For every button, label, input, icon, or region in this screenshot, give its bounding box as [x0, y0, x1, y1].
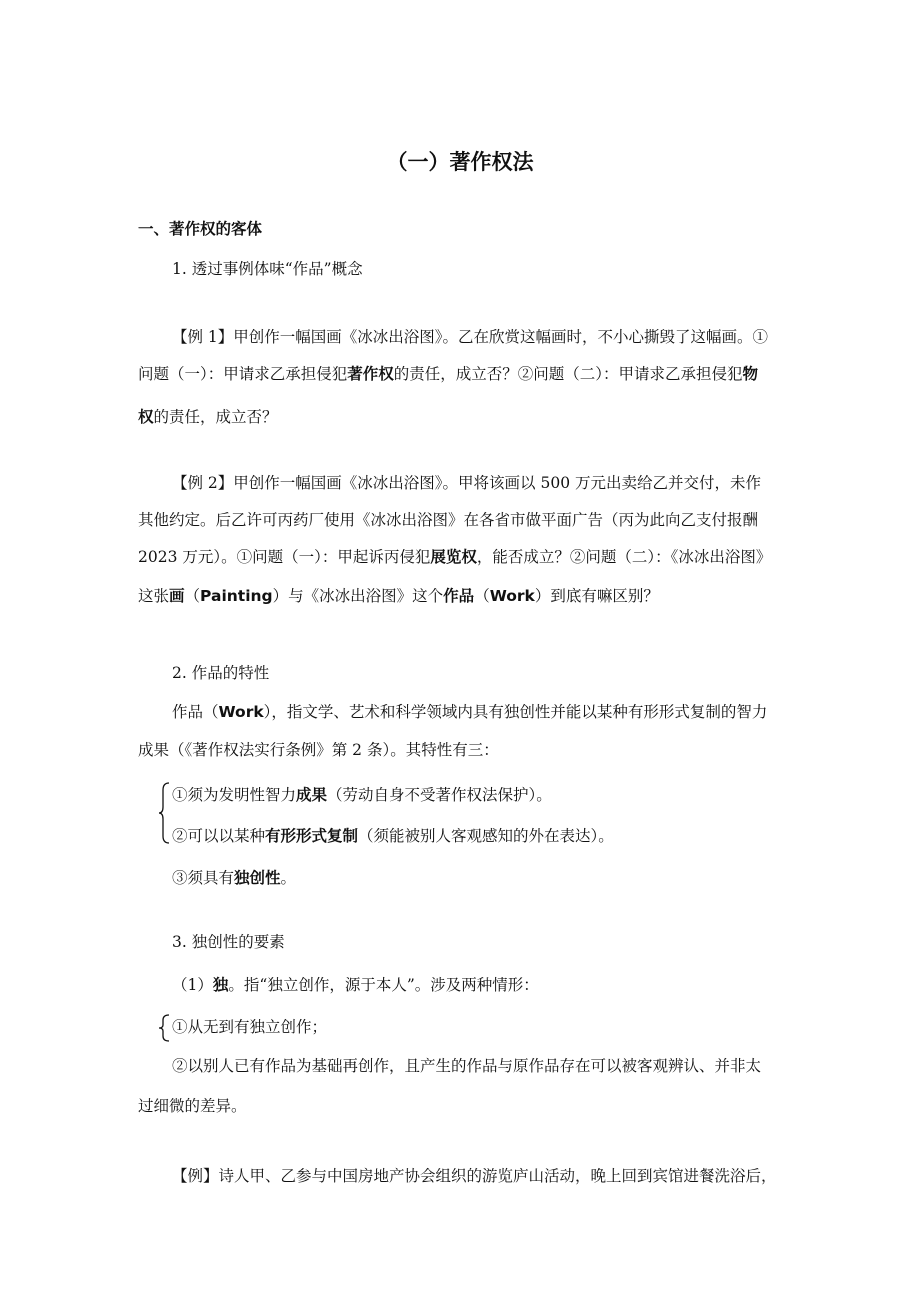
text-segment: （须能被别人客观感知的外在表达）。 — [358, 827, 614, 845]
text-segment: ）与《冰冰出浴图》这个 — [272, 587, 444, 605]
bold-text: Work — [489, 587, 535, 605]
text-segment: 问题（一）：甲请求乙承担侵犯 — [138, 365, 348, 383]
text-segment: ③须具有 — [172, 869, 235, 887]
text-segment: 。指“独立创作，源于本人”。涉及两种情形： — [228, 976, 539, 994]
bold-text: Work — [218, 703, 264, 721]
text-segment: ）到底有嘛区别？ — [534, 587, 659, 605]
brace-features — [158, 782, 170, 844]
bold-text: 画 — [169, 587, 185, 605]
example2-line1 — [172, 473, 761, 493]
bold-text: 有形形式复制 — [265, 827, 359, 845]
brace-cases — [158, 1014, 170, 1042]
text-segment: 作品（ — [172, 703, 219, 721]
text-segment: ①从无到有独立创作； — [172, 1018, 328, 1036]
feature-1 — [172, 785, 552, 805]
text-segment: 3. 独创性的要素 — [172, 933, 285, 951]
example1-line3 — [138, 407, 278, 427]
bold-text: 独创性 — [234, 869, 281, 887]
example2-line4 — [138, 586, 659, 606]
text-segment: 【例】诗人甲、乙参与中国房地产协会组织的游览庐山活动，晚上回到宾馆进餐洗浴后， — [172, 1167, 777, 1185]
bold-text: 权 — [138, 408, 154, 426]
bold-text: 一、著作权的客体 — [138, 220, 263, 238]
bold-text: 展览权 — [430, 548, 477, 566]
text-segment: ，能否成立？②问题（二）：《冰冰出浴图》 — [476, 548, 772, 566]
bold-text: 成果 — [296, 786, 328, 804]
bold-text: 物 — [742, 365, 759, 383]
subheading-1 — [172, 259, 363, 279]
subheading-3 — [172, 932, 285, 952]
feature-3 — [172, 868, 296, 888]
text-segment: （1） — [172, 976, 213, 994]
bold-text: 著作权 — [347, 365, 394, 383]
text-segment: 成果（《著作权法实行条例》第 2 条）。其特性有三： — [138, 741, 499, 759]
text-segment: （劳动自身不受著作权法保护）。 — [327, 786, 552, 804]
element-1 — [172, 975, 539, 995]
text-segment: 【例 2】甲创作一幅国画《冰冰出浴图》。甲将该画以 500 万元出卖给乙并交付，未作 — [172, 474, 761, 492]
document-title: （一）著作权法 — [386, 150, 534, 174]
text-segment: ②以别人已有作品为基础再创作，且产生的作品与原作品存在可以被客观辨认、并非太 — [172, 1057, 762, 1075]
text-segment: （ — [474, 587, 490, 605]
definition-line2 — [138, 740, 499, 760]
text-segment: 1. 透过事例体味“作品”概念 — [172, 260, 363, 278]
case-2-line1 — [172, 1056, 761, 1076]
text-segment: 过细微的差异。 — [138, 1097, 247, 1115]
section-heading — [138, 219, 262, 239]
text-segment: ②可以以某种 — [172, 827, 266, 845]
case-2-line2 — [138, 1096, 247, 1116]
text-segment: ），指文学、艺术和科学领域内具有独创性并能以某种有形形式复制的智力 — [263, 703, 768, 721]
example1-line2 — [138, 364, 758, 384]
example2-line3 — [138, 547, 771, 567]
text-segment: 。 — [280, 869, 297, 887]
example3-line1 — [172, 1166, 777, 1186]
case-1 — [172, 1017, 327, 1037]
example2-line2 — [138, 510, 758, 530]
definition-line1 — [172, 702, 767, 722]
text-segment: 的责任，成立否？ — [153, 408, 278, 426]
text-segment: 的责任，成立否？②问题（二）：甲请求乙承担侵犯 — [393, 365, 743, 383]
text-segment: 其他约定。后乙许可丙药厂使用《冰冰出浴图》在各省市做平面广告（丙为此向乙支付报酬 — [138, 511, 759, 529]
bold-text: 独 — [212, 976, 229, 994]
feature-2 — [172, 826, 614, 846]
text-segment: 2023 万元）。①问题（一）：甲起诉丙侵犯 — [138, 548, 431, 566]
example1-line1 — [172, 327, 768, 347]
text-segment: 这张 — [138, 587, 170, 605]
text-segment: ①须为发明性智力 — [172, 786, 297, 804]
text-segment: 2. 作品的特性 — [172, 664, 270, 682]
bold-text: 作品 — [443, 587, 475, 605]
text-segment: 【例 1】甲创作一幅国画《冰冰出浴图》。乙在欣赏这幅画时，不小心撕毁了这幅画。① — [172, 328, 769, 346]
text-segment: （ — [184, 587, 201, 605]
bold-text: Painting — [200, 587, 273, 605]
subheading-2 — [172, 663, 269, 683]
